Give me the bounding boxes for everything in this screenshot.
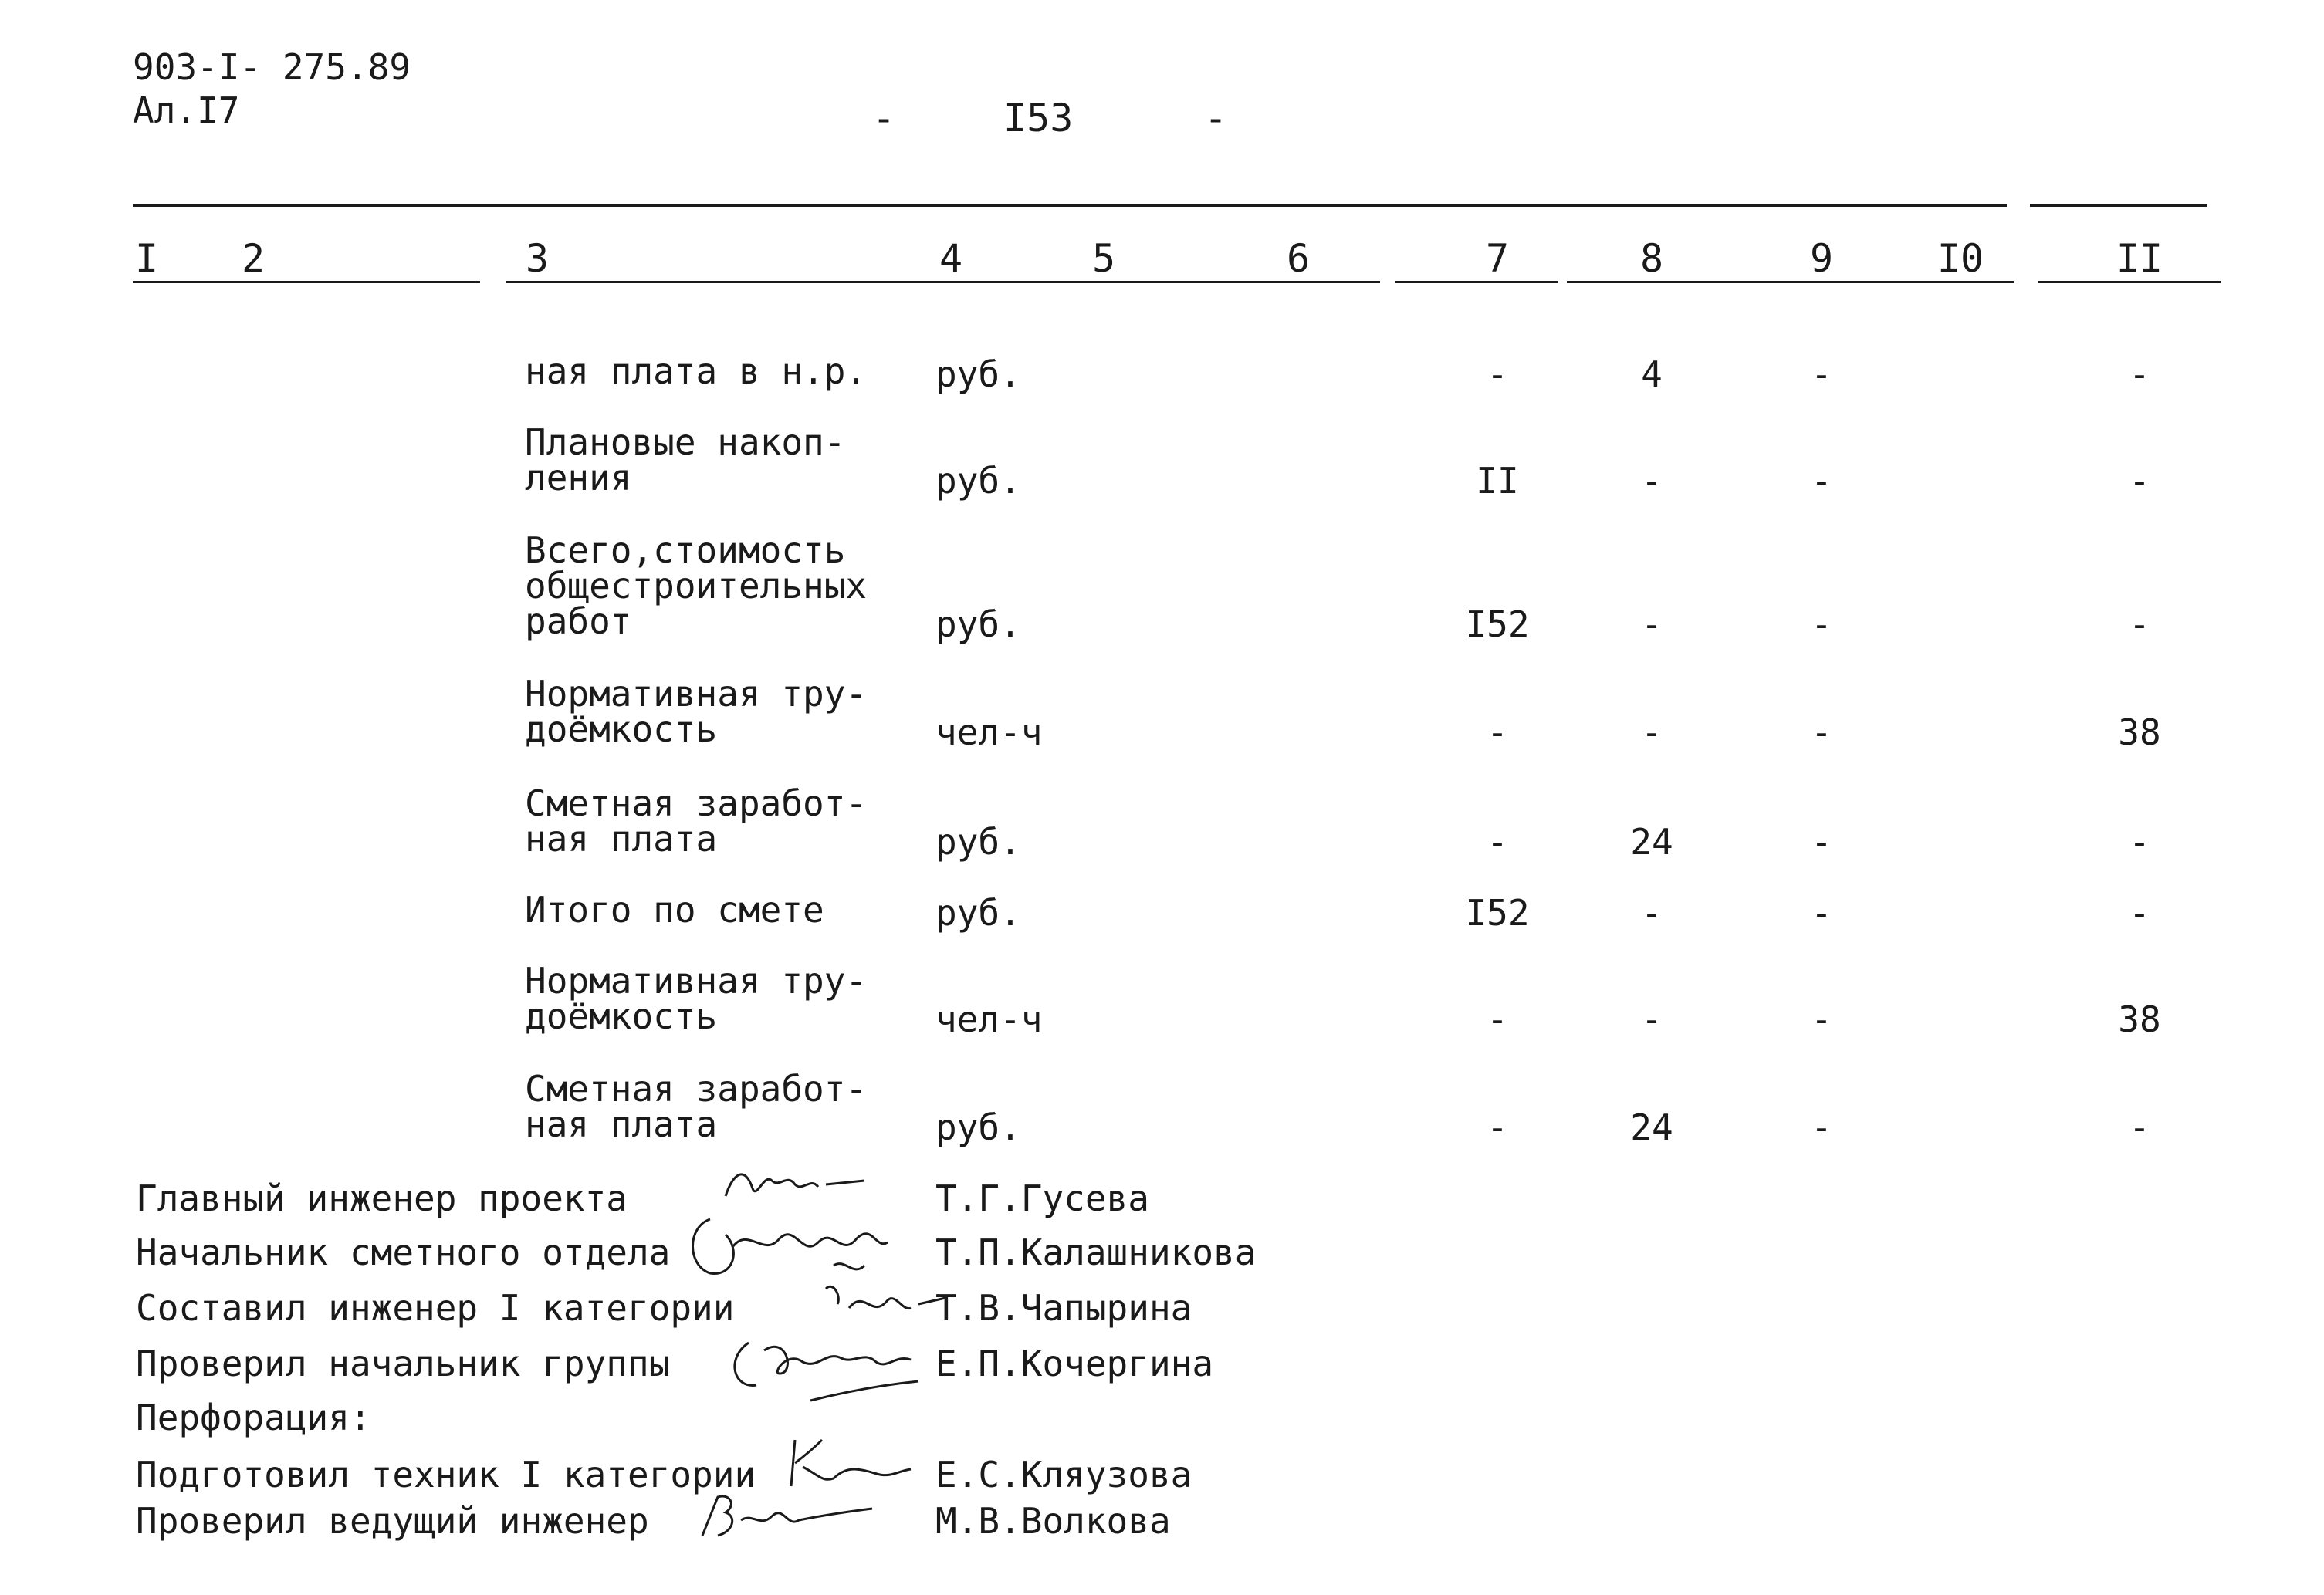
col-header-10: I0: [1937, 236, 1984, 281]
row-7-col11: 38: [2118, 999, 2161, 1040]
row-2-col11: -: [2129, 460, 2150, 502]
row-4-description: Нормативная тру- доёмкость: [525, 673, 868, 750]
col-header-4: 4: [939, 236, 963, 281]
row-5-col8: 24: [1630, 821, 1673, 863]
signoff-person-4: Е.П.Кочергина: [935, 1343, 1214, 1384]
row-5-col7: -: [1487, 821, 1508, 863]
row-8-col9: -: [1811, 1107, 1832, 1148]
signoff-person-2: Т.П.Калашникова: [935, 1232, 1257, 1273]
row-6-col7: I52: [1465, 892, 1530, 934]
signoff-person-7: М.В.Волкова: [935, 1500, 1171, 1542]
row-8-col8: 24: [1630, 1107, 1673, 1148]
row-2-unit: руб.: [935, 460, 1021, 502]
row-3-description: Всего,стоимость общестроительных работ: [525, 529, 868, 642]
row-4-col7: -: [1487, 711, 1508, 753]
row-1-description: ная плата в н.р.: [525, 350, 868, 392]
row-4-unit: чел-ч: [935, 711, 1043, 753]
col-header-5: 5: [1091, 236, 1116, 281]
album-number: Ал.I7: [133, 90, 240, 131]
col-rule-1-2: [133, 281, 480, 283]
col-header-1: I: [134, 236, 159, 281]
top-rule-main: [133, 204, 2007, 207]
col-rule-8-10: [1567, 281, 2014, 283]
page-dash-right: -: [1204, 96, 1228, 140]
row-3-col8: -: [1641, 603, 1663, 645]
row-5-col9: -: [1811, 821, 1832, 863]
row-6-col9: -: [1811, 892, 1832, 934]
row-8-description: Сметная заработ- ная плата: [525, 1068, 868, 1145]
signoff-role-1: Главный инженер проекта: [136, 1178, 628, 1219]
signoff-role-2: Начальник сметного отдела: [136, 1232, 671, 1273]
row-7-col9: -: [1811, 999, 1832, 1040]
row-2-col7: II: [1476, 460, 1519, 502]
row-6-unit: руб.: [935, 892, 1021, 934]
signature-3: [818, 1273, 957, 1327]
signoff-person-1: Т.Г.Гусева: [935, 1178, 1149, 1219]
row-7-description: Нормативная тру- доёмкость: [525, 960, 868, 1037]
col-header-8: 8: [1639, 236, 1664, 281]
col-header-9: 9: [1809, 236, 1834, 281]
page-dash-left: -: [872, 96, 896, 140]
col-header-7: 7: [1485, 236, 1510, 281]
page-number: I53: [1003, 96, 1074, 140]
row-5-unit: руб.: [935, 821, 1021, 863]
row-6-col8: -: [1641, 892, 1663, 934]
row-3-unit: руб.: [935, 603, 1021, 645]
row-8-col7: -: [1487, 1107, 1508, 1148]
signature-6: [687, 1482, 888, 1551]
col-rule-3-6: [506, 281, 1380, 283]
col-rule-7: [1395, 281, 1558, 283]
row-5-col11: -: [2129, 821, 2150, 863]
row-7-col7: -: [1487, 999, 1508, 1040]
col-header-2: 2: [241, 236, 266, 281]
col-rule-11: [2038, 281, 2221, 283]
signoff-role-7: Проверил ведущий инженер: [136, 1500, 649, 1542]
row-8-col11: -: [2129, 1107, 2150, 1148]
row-3-col11: -: [2129, 603, 2150, 645]
signoff-role-3: Составил инженер I категории: [136, 1287, 735, 1329]
row-1-unit: руб.: [935, 353, 1021, 395]
row-5-description: Сметная заработ- ная плата: [525, 782, 868, 860]
row-1-col9: -: [1811, 353, 1832, 395]
signoff-person-6: Е.С.Кляузова: [935, 1454, 1192, 1495]
row-2-col9: -: [1811, 460, 1832, 502]
row-1-col8: 4: [1641, 353, 1663, 395]
signoff-person-3: Т.В.Чапырина: [935, 1287, 1192, 1329]
row-3-col7: I52: [1465, 603, 1530, 645]
row-7-col8: -: [1641, 999, 1663, 1040]
row-1-col11: -: [2129, 353, 2150, 395]
signoff-role-4: Проверил начальник группы: [136, 1343, 671, 1384]
row-4-col11: 38: [2118, 711, 2161, 753]
row-2-description: Плановые накоп- ления: [525, 421, 846, 498]
col-header-11: II: [2116, 236, 2163, 281]
row-4-col8: -: [1641, 711, 1663, 753]
row-6-col11: -: [2129, 892, 2150, 934]
row-7-unit: чел-ч: [935, 999, 1043, 1040]
row-8-unit: руб.: [935, 1107, 1021, 1148]
row-6-description: Итого по смете: [525, 889, 824, 931]
signoff-role-5: Перфорация:: [136, 1397, 371, 1438]
row-4-col9: -: [1811, 711, 1832, 753]
row-3-col9: -: [1811, 603, 1832, 645]
col-header-6: 6: [1286, 236, 1311, 281]
col-header-3: 3: [525, 236, 550, 281]
top-rule-right: [2030, 204, 2207, 207]
row-1-col7: -: [1487, 353, 1508, 395]
signoff-role-6: Подготовил техник I категории: [136, 1454, 756, 1495]
document-code: 903-I- 275.89: [133, 46, 411, 88]
signature-4: [718, 1327, 965, 1412]
row-2-col8: -: [1641, 460, 1663, 502]
